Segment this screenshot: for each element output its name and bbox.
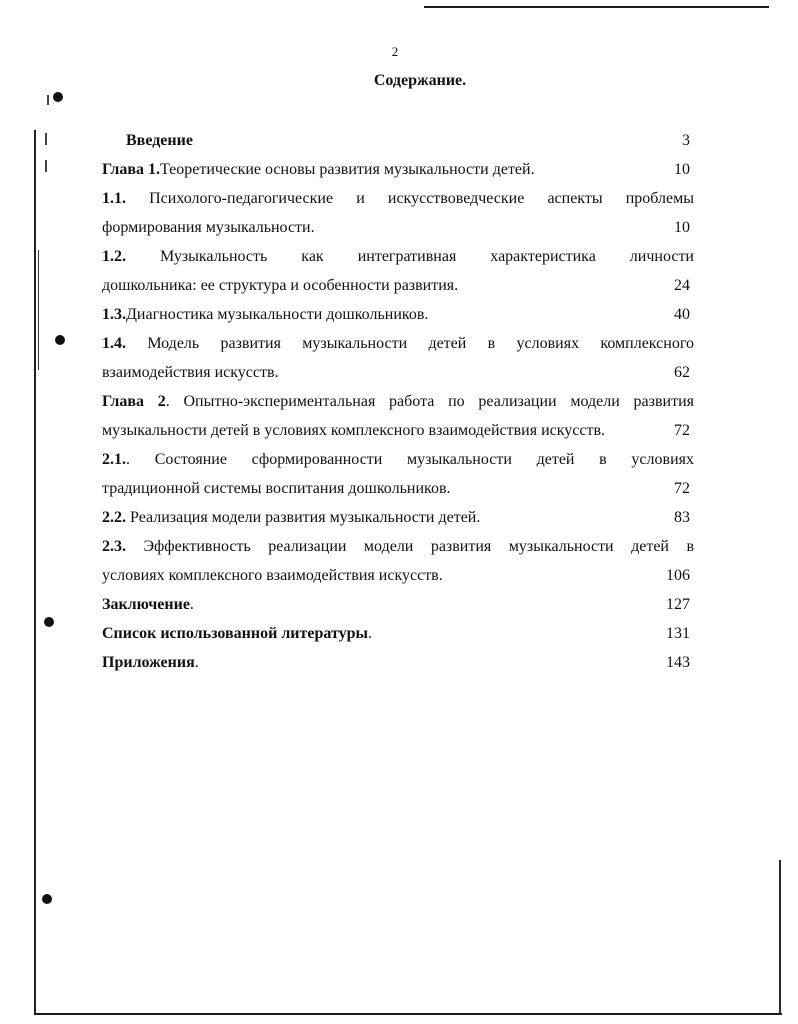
toc-entry-chapter-1 [102,155,694,184]
toc-entry-label: Заключение [102,596,190,613]
toc-entry-text: Теоретические основы развития музыкальности детей. [160,161,535,178]
punch-hole-mark [53,92,63,102]
toc-entry-2-1 [102,445,694,474]
toc-entry-suffix: . [368,625,372,642]
toc-entry-1-1-cont [102,213,694,242]
toc-entry-1-1 [102,184,694,213]
toc-entry-1-4-cont [102,358,694,387]
toc-entry-text: взаимодействия искусств. [102,364,279,381]
toc-entry-text: традиционной системы воспитания дошкольников. [102,480,451,497]
toc-entry-page: 3 [682,132,690,149]
toc-entry-page: 131 [666,625,690,642]
toc-entry-1-2 [102,242,694,271]
toc-entry-references [102,619,694,648]
toc-entry-number: 1.3. [102,306,126,323]
punch-hole-mark [55,335,65,345]
toc-entry-number: 2.3. [102,538,126,555]
toc-entry-page: 83 [674,509,690,526]
toc-entry-text: музыкальности детей в условиях комплексного взаимодействия искусств. [102,422,606,439]
toc-entry-conclusion [102,590,694,619]
toc-entry-2-2 [102,503,694,532]
toc-entry-text: Музыкальность как интегративная характеристика личности [160,248,694,265]
toc-entry-number: Глава 1. [102,161,160,178]
toc-entry-page: 10 [674,219,690,236]
toc-entry-text: условиях комплексного взаимодействия искусств. [102,567,443,584]
toc-entry-number: 1.4. [102,335,126,352]
toc-entry-text: Эффективность реализации модели развития музыкальности детей в [126,538,694,555]
toc-entry-suffix: . [194,654,199,671]
toc-entry-text: формирования музыкальности. [102,219,315,236]
punch-hole-mark [44,617,54,627]
toc-entry-page: 143 [666,654,690,671]
toc-entry-chapter-2 [102,387,694,416]
toc-entry-intro [102,126,694,155]
scan-speck [47,95,49,105]
toc-entry-label: Приложения [102,654,195,671]
toc-entry-page: 72 [674,480,690,497]
toc-entry-text: Диагностика музыкальности дошкольников. [126,306,429,323]
scan-speck [45,160,47,172]
toc-entry-suffix: . [189,596,194,613]
toc-entry-number: Глава 2 [102,393,166,410]
toc-entry-text: Модель развития музыкальности детей в условиях комплексного [147,335,695,352]
toc-entry-label: Введение [126,132,193,149]
page-number: 2 [391,44,399,59]
toc-entry-text: . Опытно-экспериментальная работа по реализации модели развития [165,393,694,410]
toc-entry-1-4 [102,329,694,358]
toc-title: Содержание. [373,72,467,89]
toc-entry-page: 72 [674,422,690,439]
toc-entry-page: 24 [674,277,690,294]
toc-entry-1-3 [102,300,694,329]
toc-entry-number: 1.2. [102,248,126,265]
toc-entry-page: 106 [666,567,690,584]
scan-edge-bottom [34,1013,782,1015]
scan-speck [45,133,47,145]
scan-edge-left [34,130,36,1015]
toc-entry-text: . Состояние сформированности музыкальности детей в условиях [126,451,694,468]
scan-edge-right [779,860,781,1015]
toc-entry-chapter-2-cont [102,416,694,445]
toc-entry-2-3 [102,532,694,561]
toc-entry-number: 1.1. [102,190,126,207]
toc-entry-label: Список использованной литературы [102,625,368,642]
toc-entry-page: 10 [674,161,690,178]
toc-entry-page: 127 [666,596,690,613]
toc-entry-page: 40 [674,306,690,323]
toc-entry-text: дошкольника: ее структура и особенности развития. [102,277,459,294]
toc-entry-number: 2.2. [102,509,126,526]
toc-entry-text: Реализация модели развития музыкальности детей. [126,509,481,526]
scan-edge-top [424,6,769,8]
toc-entry-text: Психолого-педагогические и искусствоведческие аспекты проблемы [149,190,694,207]
punch-hole-mark [42,894,52,904]
toc-entry-2-1-cont [102,474,694,503]
toc-entry-number: 2.1. [102,451,126,468]
toc-entry-2-3-cont [102,561,694,590]
toc-entry-appendix [102,648,694,677]
scan-edge-left-inner [38,250,39,370]
toc-entry-1-2-cont [102,271,694,300]
toc-entry-page: 62 [674,364,690,381]
